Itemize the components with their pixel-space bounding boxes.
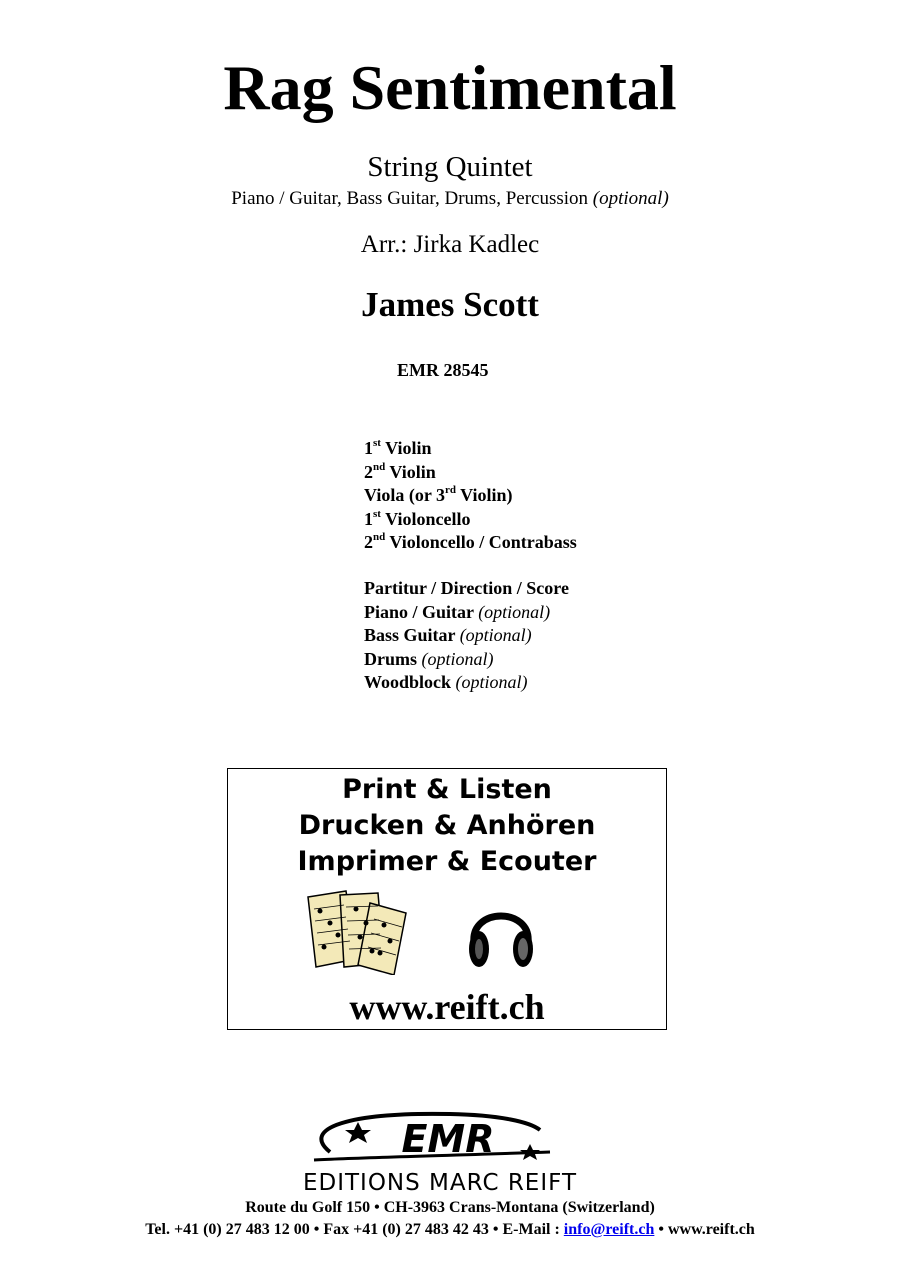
sheet-music-icon — [300, 889, 412, 975]
part-item: 2nd Violoncello / Contrabass — [364, 531, 577, 552]
composer: James Scott — [361, 285, 539, 324]
promo-url[interactable]: www.reift.ch — [349, 987, 545, 1027]
part-item: 1st Violin — [364, 437, 432, 458]
title: Rag Sentimental — [223, 52, 677, 123]
subtitle: String Quintet — [367, 151, 533, 183]
publisher-contact: Tel. +41 (0) 27 483 12 00 • Fax +41 (0) 27 483 42 43 • E-Mail : info@reift.ch • www.reift.ch — [145, 1221, 755, 1238]
part-item: 2nd Violin — [364, 460, 436, 482]
part-item: Drums (optional) — [364, 648, 494, 669]
email-link[interactable]: info@reift.ch — [563, 1221, 655, 1238]
arranger: Arr.: Jirka Kadlec — [360, 231, 540, 258]
part-item: 1st Violoncello — [364, 507, 471, 529]
headphones-icon — [466, 893, 536, 973]
publisher-address: Route du Golf 150 • CH-3963 Crans-Montana (Switzerland) — [245, 1199, 655, 1216]
part-item: Bass Guitar (optional) — [364, 625, 532, 645]
string-parts-list — [364, 437, 577, 555]
instrumentation — [0, 187, 900, 211]
part-item: Viola (or 3rd Violin) — [364, 484, 513, 505]
part-item: Partitur / Direction / Score — [364, 578, 569, 598]
part-item: Piano / Guitar (optional) — [364, 601, 551, 622]
emr-logo — [250, 1108, 650, 1198]
other-parts-list — [364, 577, 569, 695]
instrumentation-main: Piano / Guitar, Bass Guitar, Drums, Percussion — [231, 188, 589, 209]
print-listen-box — [227, 768, 667, 1030]
part-item: Woodblock (optional) — [364, 672, 528, 692]
promo-line-german: Drucken & Anhören — [298, 810, 596, 841]
catalog-number: EMR 28545 — [397, 360, 489, 380]
instrumentation-optional: (optional) — [592, 188, 669, 209]
promo-line-french: Imprimer & Ecouter — [297, 846, 597, 877]
promo-line-english: Print & Listen — [342, 774, 552, 805]
svg-text:EMR: EMR — [401, 1117, 495, 1161]
svg-text:EDITIONS MARC REIFT: EDITIONS MARC REIFT — [302, 1170, 578, 1196]
